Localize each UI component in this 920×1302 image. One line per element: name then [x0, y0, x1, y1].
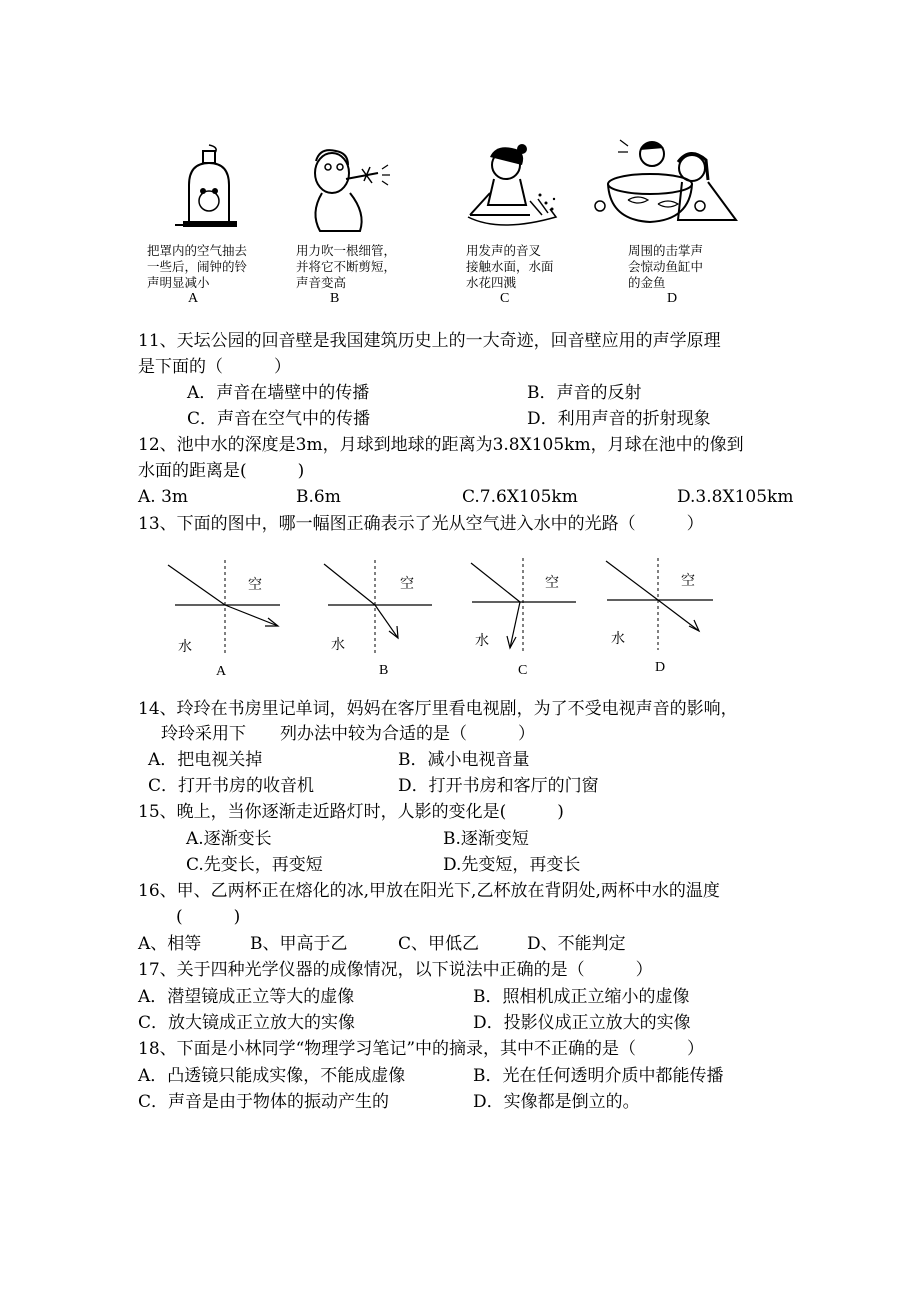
q17-option-c: C．放大镜成正立放大的实像: [138, 1013, 356, 1033]
q18-option-c: C．声音是由于物体的振动产生的: [138, 1092, 390, 1112]
q14-stem-line1: 14、玲玲在书房里记单词，妈妈在客厅里看电视剧，为了不受电视声音的影响，: [138, 699, 738, 719]
q15-stem: 15、晚上，当你逐渐走近路灯时，人影的变化是( ): [138, 802, 564, 822]
q15-option-a: A.逐渐变长: [186, 829, 272, 849]
q18-option-d: D．实像都是倒立的。: [473, 1092, 640, 1112]
caption-b-line2: 并将它不断剪短，: [296, 259, 397, 274]
diagram-c-air-label: 空: [545, 575, 559, 591]
q15-option-c: C.先变长，再变短: [186, 855, 323, 875]
panel-c-letter: C: [500, 291, 510, 306]
diagram-b-air-label: 空: [400, 576, 414, 592]
q11-option-c: C．声音在空气中的传播: [187, 409, 371, 429]
diagram-d-air-label: 空: [681, 573, 695, 589]
caption-b-line3: 声音变高: [296, 275, 347, 290]
q16-stem-line1: 16、甲、乙两杯正在熔化的冰,甲放在阳光下,乙杯放在背阴处,两杯中水的温度: [138, 881, 720, 901]
q16-stem-line2: ( ): [176, 907, 241, 927]
diagram-b-letter: B: [379, 663, 389, 678]
q17-option-a: A．潜望镜成正立等大的虚像: [138, 987, 355, 1007]
q17-option-b: B．照相机成正立缩小的虚像: [473, 987, 690, 1007]
q14-option-d: D．打开书房和客厅的门窗: [398, 776, 599, 796]
caption-d-line3: 的金鱼: [628, 275, 666, 290]
q11-stem-line2: 是下面的（ ）: [138, 357, 291, 377]
q18-option-b: B．光在任何透明介质中都能传播: [473, 1066, 724, 1086]
q14-option-c: C．打开书房的收音机: [148, 776, 315, 796]
caption-b-line1: 用力吹一根细管，: [296, 243, 397, 258]
q13-stem: 13、下面的图中，哪一幅图正确表示了光从空气进入水中的光路（ ）: [138, 514, 704, 534]
q18-stem: 18、下面是小林同学“物理学习笔记”中的摘录，其中不正确的是（ ）: [138, 1039, 705, 1059]
bell-jar-illustration: [175, 145, 265, 230]
caption-a-line3: 声明显减小: [147, 275, 210, 290]
caption-c-line1: 用发声的音叉: [466, 243, 542, 258]
q14-option-a: A．把电视关掉: [148, 750, 263, 770]
caption-a-line1: 把罩内的空气抽去: [147, 243, 248, 258]
q16-option-d: D、不能判定: [527, 934, 626, 954]
q12-option-d: D.3.8X105km: [677, 487, 794, 507]
q12-option-b: B.6m: [296, 487, 341, 507]
diagram-a-air-label: 空: [248, 577, 262, 593]
q11-option-b: B．声音的反射: [527, 383, 642, 403]
q12-stem-line2: 水面的距离是( ): [138, 461, 305, 481]
q12-option-a: A. 3m: [138, 487, 189, 507]
q11-option-a: A．声音在墙壁中的传播: [187, 383, 370, 403]
diagram-b-water-label: 水: [331, 637, 345, 653]
panel-b-letter: B: [330, 291, 340, 306]
q12-stem-line1: 12、池中水的深度是3m，月球到地球的距离为3.8X105km，月球在池中的像到: [138, 435, 744, 455]
q11-option-d: D．利用声音的折射现象: [527, 409, 711, 429]
q16-option-c: C、甲低乙: [398, 934, 480, 954]
caption-d-line2: 会惊动鱼缸中: [628, 259, 704, 274]
q18-option-a: A．凸透镜只能成实像，不能成虚像: [138, 1066, 406, 1086]
caption-a-line2: 一些后，闹钟的铃: [147, 259, 248, 274]
q14-option-b: B．减小电视音量: [398, 750, 530, 770]
q15-option-d: D.先变短，再变长: [443, 855, 581, 875]
panel-a-letter: A: [188, 291, 199, 306]
q12-option-c: C.7.6X105km: [462, 487, 578, 507]
caption-c-line3: 水花四溅: [466, 275, 517, 290]
diagram-a-water-label: 水: [178, 639, 192, 655]
q11-stem-line1: 11、天坛公园的回音壁是我国建筑历史上的一大奇迹，回音壁应用的声学原理: [138, 331, 721, 351]
caption-c-line2: 接触水面，水面: [466, 259, 554, 274]
man-blowing-tube-illustration: [300, 143, 390, 233]
q15-option-b: B.逐渐变短: [443, 829, 529, 849]
q17-stem: 17、关于四种光学仪器的成像情况，以下说法中正确的是（ ）: [138, 960, 653, 980]
diagram-a-letter: A: [216, 664, 227, 679]
panel-d-letter: D: [667, 291, 678, 306]
children-fish-tank-illustration: [598, 140, 748, 230]
caption-d-line1: 周围的击掌声: [628, 243, 704, 258]
diagram-c-water-label: 水: [475, 633, 489, 649]
diagram-d-letter: D: [655, 660, 666, 675]
q14-stem-line2: 玲玲采用下 列办法中较为合适的是（ ）: [161, 724, 535, 744]
q16-option-b: B、甲高于乙: [250, 934, 348, 954]
q17-option-d: D．投影仪成正立放大的实像: [473, 1013, 691, 1033]
tuning-fork-water-illustration: [460, 143, 560, 233]
diagram-c-letter: C: [518, 663, 528, 678]
diagram-d-water-label: 水: [611, 631, 625, 647]
q16-option-a: A、相等: [138, 934, 202, 954]
